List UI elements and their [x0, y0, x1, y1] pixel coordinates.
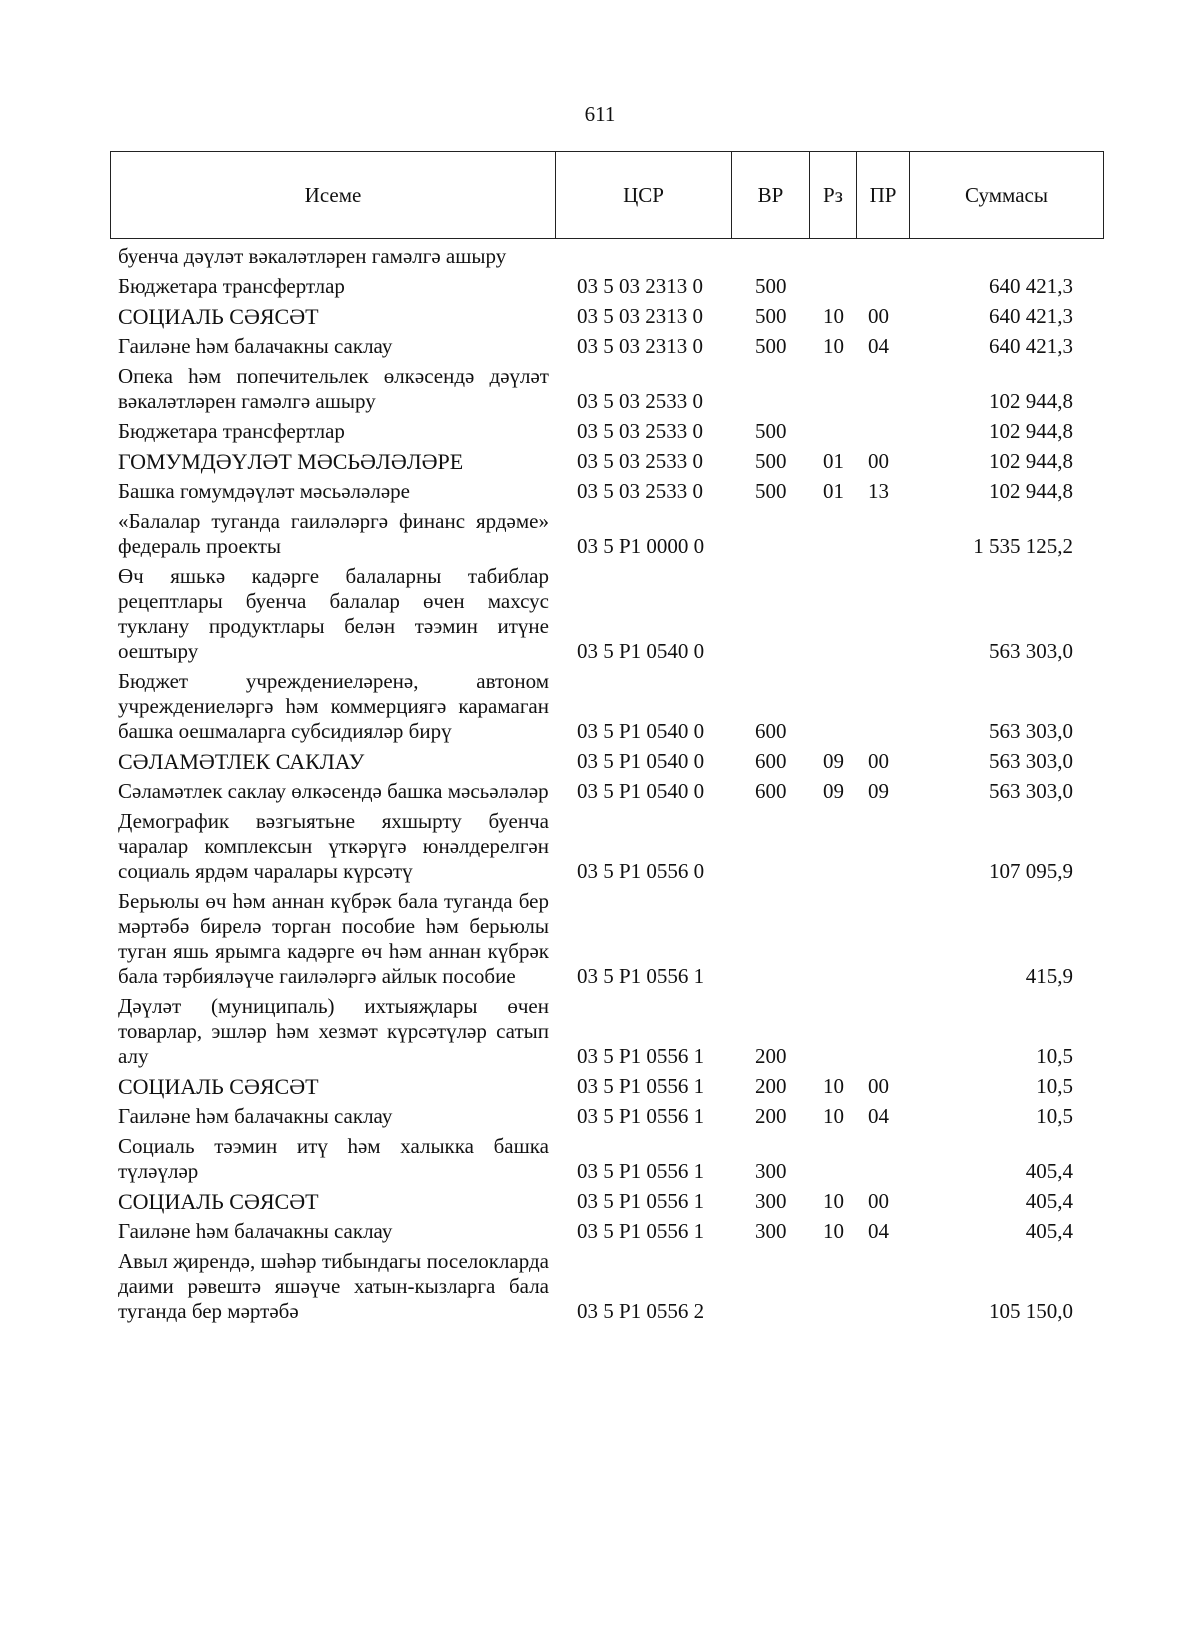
table-row [110, 414, 1103, 444]
cell-rz [809, 414, 856, 444]
cell-sum: 102 944,8 [989, 389, 1073, 413]
cell-name: Бюджетара трансфертлар [118, 419, 345, 443]
cell-vr [731, 239, 809, 269]
cell-name: Бюджет учреждениеләренә, автоном учреждениеләргә һәм коммерциягә карамаган башка оешмаларга субсидияләр бирү [118, 669, 549, 743]
budget-table [110, 239, 1103, 1324]
cell-sum: 10,5 [1036, 1044, 1073, 1068]
header-pr: ПР [857, 152, 910, 239]
cell-sum: 640 421,3 [989, 304, 1073, 328]
cell-sum [909, 239, 1103, 269]
cell-pr: 04 [868, 334, 889, 358]
table-row [110, 664, 1103, 744]
cell-rz: 01 [823, 449, 844, 473]
cell-name: Демографик вәзгыятьне яхшырту буенча чаралар комплексын үткәрүгә юнәлдерелгән социаль ярдәм чаралары күрсәтү [118, 809, 549, 883]
cell-pr: 00 [868, 304, 889, 328]
table-row [110, 239, 1103, 269]
cell-pr [856, 504, 909, 559]
cell-csr: 03 5 03 2533 0 [577, 449, 703, 473]
table-row [110, 504, 1103, 559]
cell-vr: 300 [755, 1219, 787, 1243]
table-row [110, 744, 1103, 774]
cell-sum: 563 303,0 [989, 779, 1073, 803]
cell-csr: 03 5 P1 0556 1 [577, 1219, 705, 1243]
cell-csr: 03 5 P1 0556 1 [577, 964, 705, 988]
header-rz: Рз [810, 152, 857, 239]
cell-rz [809, 269, 856, 299]
cell-csr [555, 239, 731, 269]
cell-rz [809, 884, 856, 989]
header-name: Исеме [111, 152, 556, 239]
cell-name: Башка гомумдәүләт мәсьәләләре [118, 479, 410, 503]
cell-vr: 500 [755, 479, 787, 503]
header-csr: ЦСР [556, 152, 732, 239]
cell-csr: 03 5 P1 0540 0 [577, 779, 705, 803]
cell-name: Гаиләне һәм балачакны саклау [118, 334, 393, 358]
cell-csr: 03 5 P1 0540 0 [577, 749, 705, 773]
cell-csr: 03 5 P1 0556 2 [577, 1299, 705, 1323]
cell-vr: 500 [755, 334, 787, 358]
cell-pr: 00 [868, 449, 889, 473]
cell-rz [809, 504, 856, 559]
cell-vr [731, 1244, 809, 1324]
cell-sum: 563 303,0 [989, 749, 1073, 773]
cell-pr [856, 664, 909, 744]
cell-pr [856, 359, 909, 414]
cell-rz: 10 [823, 1074, 844, 1098]
table-row [110, 299, 1103, 329]
cell-csr: 03 5 P1 0556 1 [577, 1189, 705, 1213]
cell-vr: 200 [755, 1044, 787, 1068]
cell-vr: 500 [755, 419, 787, 443]
cell-rz: 09 [823, 779, 844, 803]
table-row [110, 1184, 1103, 1214]
cell-pr [856, 804, 909, 884]
cell-name: СОЦИАЛЬ СӘЯСӘТ [118, 304, 319, 329]
cell-name: СОЦИАЛЬ СӘЯСӘТ [118, 1189, 319, 1214]
cell-csr: 03 5 P1 0556 1 [577, 1104, 705, 1128]
table-row [110, 774, 1103, 804]
cell-vr: 600 [755, 779, 787, 803]
table-row [110, 804, 1103, 884]
cell-sum: 105 150,0 [989, 1299, 1073, 1323]
table-header [110, 151, 1104, 239]
table-row [110, 359, 1103, 414]
cell-csr: 03 5 03 2533 0 [577, 389, 703, 413]
cell-vr: 200 [755, 1074, 787, 1098]
cell-pr: 00 [868, 749, 889, 773]
page-number: 611 [584, 102, 616, 126]
cell-vr: 500 [755, 304, 787, 328]
table-row [110, 884, 1103, 989]
cell-sum: 405,4 [1025, 1159, 1073, 1183]
table-row [110, 1244, 1103, 1324]
cell-name: ГОМУМДӘҮЛӘТ МӘСЬӘЛӘЛӘРЕ [118, 449, 464, 474]
table-row [110, 474, 1103, 504]
cell-vr [731, 559, 809, 664]
cell-csr: 03 5 P1 0556 1 [577, 1074, 705, 1098]
cell-rz: 10 [823, 1219, 844, 1243]
header-sum: Суммасы [910, 152, 1104, 239]
table-row [110, 989, 1103, 1069]
cell-name: Өч яшькә кадәрге балаларны табиблар рецептлары буенча балалар өчен махсус туклану продуктлары белән тәэмин итүне оештыру [118, 564, 549, 663]
cell-csr: 03 5 P1 0540 0 [577, 639, 705, 663]
cell-pr [856, 559, 909, 664]
cell-vr: 600 [755, 749, 787, 773]
cell-pr: 00 [868, 1189, 889, 1213]
cell-name: Бюджетара трансфертлар [118, 274, 345, 298]
cell-name: Берьюлы өч һәм аннан күбрәк бала туганда бер мәртәбә бирелә торган пособие һәм берьюлы туган яшь ярымга кадәрге өч һәм аннан күбрәк бала тәрбияләүче гаиләләргә айлык пособие [118, 889, 549, 988]
cell-sum: 415,9 [1025, 964, 1073, 988]
cell-vr [731, 359, 809, 414]
cell-name: Социаль тәэмин итү һәм халыкка башка түләүләр [118, 1134, 549, 1183]
cell-rz [809, 559, 856, 664]
cell-name: СӘЛАМӘТЛЕК САКЛАУ [118, 749, 365, 774]
cell-name: Гаиләне һәм балачакны саклау [118, 1219, 393, 1243]
cell-pr [856, 989, 909, 1069]
cell-sum: 1 535 125,2 [973, 534, 1073, 558]
cell-csr: 03 5 03 2533 0 [577, 419, 703, 443]
cell-sum: 405,4 [1025, 1189, 1073, 1213]
cell-csr: 03 5 P1 0540 0 [577, 719, 705, 743]
cell-sum: 563 303,0 [989, 639, 1073, 663]
cell-pr [856, 414, 909, 444]
cell-pr [856, 1129, 909, 1184]
cell-pr: 13 [868, 479, 889, 503]
cell-name: Авыл җирендә, шәһәр тибындагы поселокларда даими рәвештә яшәүче хатын-кызларга бала туганда бер мәртәбә [118, 1249, 549, 1323]
cell-rz: 10 [823, 334, 844, 358]
cell-name: буенча дәүләт вәкаләтләрен гамәлгә ашыру [118, 244, 507, 268]
cell-vr: 300 [755, 1159, 787, 1183]
cell-rz [809, 1129, 856, 1184]
cell-rz [809, 239, 856, 269]
table-row [110, 269, 1103, 299]
cell-csr: 03 5 03 2533 0 [577, 479, 703, 503]
table-row [110, 559, 1103, 664]
cell-name: «Балалар туганда гаиләләргә финанс ярдәме» федераль проекты [118, 509, 549, 558]
cell-sum: 102 944,8 [989, 449, 1073, 473]
cell-name: СОЦИАЛЬ СӘЯСӘТ [118, 1074, 319, 1099]
cell-sum: 10,5 [1036, 1104, 1073, 1128]
cell-pr: 09 [868, 779, 889, 803]
cell-vr [731, 884, 809, 989]
cell-name: Дәүләт (муниципаль) ихтыяҗлары өчен товарлар, эшләр һәм хезмәт күрсәтүләр сатып алу [118, 994, 549, 1068]
cell-vr: 500 [755, 274, 787, 298]
cell-rz: 10 [823, 304, 844, 328]
cell-pr: 04 [868, 1104, 889, 1128]
cell-vr [731, 804, 809, 884]
cell-name: Сәламәтлек саклау өлкәсендә башка мәсьәләләр [118, 779, 549, 803]
cell-name: Опека һәм попечительлек өлкәсендә дәүләт вәкаләтләрен гамәлгә ашыру [118, 364, 549, 413]
cell-vr: 600 [755, 719, 787, 743]
cell-rz [809, 359, 856, 414]
header-vr: ВР [732, 152, 810, 239]
cell-pr [856, 1244, 909, 1324]
cell-rz: 10 [823, 1104, 844, 1128]
table-row [110, 1099, 1103, 1129]
cell-sum: 10,5 [1036, 1074, 1073, 1098]
cell-sum: 102 944,8 [989, 419, 1073, 443]
cell-name: Гаиләне һәм балачакны саклау [118, 1104, 393, 1128]
cell-sum: 102 944,8 [989, 479, 1073, 503]
cell-pr [856, 884, 909, 989]
cell-vr: 300 [755, 1189, 787, 1213]
cell-rz: 01 [823, 479, 844, 503]
cell-csr: 03 5 03 2313 0 [577, 274, 703, 298]
cell-csr: 03 5 P1 0556 1 [577, 1044, 705, 1068]
cell-vr: 200 [755, 1104, 787, 1128]
cell-sum: 405,4 [1025, 1219, 1073, 1243]
table-row [110, 1214, 1103, 1244]
cell-csr: 03 5 P1 0556 0 [577, 859, 705, 883]
cell-csr: 03 5 03 2313 0 [577, 304, 703, 328]
cell-vr [731, 504, 809, 559]
cell-rz [809, 1244, 856, 1324]
table-row [110, 329, 1103, 359]
cell-csr: 03 5 P1 0556 1 [577, 1159, 705, 1183]
cell-sum: 640 421,3 [989, 274, 1073, 298]
cell-csr: 03 5 03 2313 0 [577, 334, 703, 358]
cell-sum: 563 303,0 [989, 719, 1073, 743]
cell-pr [856, 269, 909, 299]
cell-pr: 04 [868, 1219, 889, 1243]
cell-rz [809, 664, 856, 744]
cell-pr [856, 239, 909, 269]
cell-sum: 107 095,9 [989, 859, 1073, 883]
cell-rz: 10 [823, 1189, 844, 1213]
table-row [110, 1129, 1103, 1184]
cell-rz [809, 989, 856, 1069]
table-row [110, 444, 1103, 474]
table-row [110, 1069, 1103, 1099]
cell-sum: 640 421,3 [989, 334, 1073, 358]
cell-pr: 00 [868, 1074, 889, 1098]
cell-vr: 500 [755, 449, 787, 473]
cell-csr: 03 5 P1 0000 0 [577, 534, 705, 558]
cell-rz: 09 [823, 749, 844, 773]
cell-rz [809, 804, 856, 884]
